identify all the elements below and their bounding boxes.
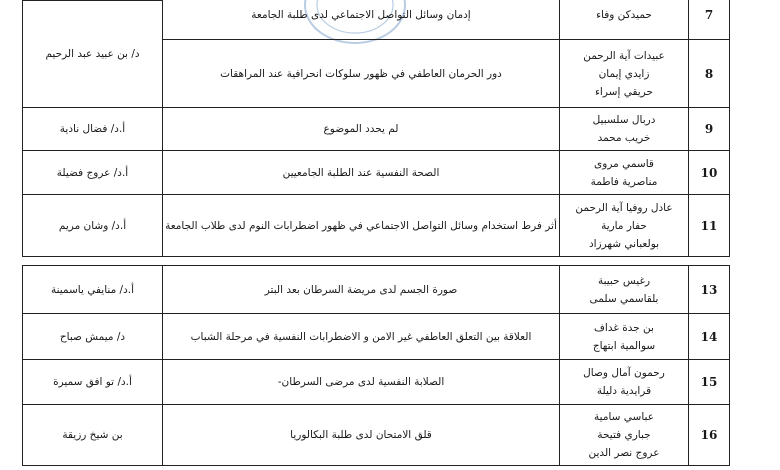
student-name: بن جدة غداف (594, 321, 654, 334)
supervisor: أ.د/ فضال نادية (59, 123, 126, 135)
row-number: 10 (700, 165, 718, 180)
topic: العلاقة بين التعلق العاطفي غير الامن و الاضطرابات النفسية في مرحلة الشباب (190, 330, 532, 343)
supervisor: أ.د/ عروج فضيلة (56, 166, 129, 179)
supervisor-cell (22, 265, 163, 314)
row-number: 8 (704, 66, 714, 81)
student-name: بولعباني شهرزاد (588, 237, 660, 250)
row-number: 7 (704, 8, 714, 22)
topic: قلق الامتحان لدى طلبة البكالوريا (290, 429, 432, 441)
row-number-cell (688, 194, 730, 257)
topic-cell (162, 107, 560, 151)
student-name: دربال سلسبيل (592, 114, 656, 126)
student-name: حميدكن وفاء (596, 9, 652, 21)
row-number: 13 (700, 282, 718, 297)
row-number: 9 (704, 122, 714, 136)
student-name: عروج نصر الدين (588, 447, 660, 459)
supervisor-cell (22, 313, 163, 360)
table-row (22, 194, 730, 257)
students-cell (559, 194, 689, 257)
student-name: عبيدات آية الرحمن (583, 49, 665, 62)
row-number-cell (688, 107, 730, 151)
supervisor: أ.د/ وشان مريم (58, 219, 127, 232)
topic-cell (162, 39, 560, 108)
topic-cell (162, 265, 560, 314)
students-cell (559, 313, 689, 360)
topic: الصحة النفسية عند الطلبة الجامعيين (282, 166, 440, 179)
topic: أثر فرط استخدام وسائل التواصل الاجتماعي في ظهور اضطرابات النوم لدى طلاب الجامعة (165, 219, 557, 232)
topic-cell (162, 150, 560, 195)
students-cell (559, 265, 689, 314)
supervisor: أ.د/ منايفي ياسمينة (50, 283, 135, 296)
row-number-cell (688, 150, 730, 195)
row-number: 14 (700, 329, 718, 344)
topic: دور الحرمان العاطفي في ظهور سلوكات انحرافية عند المراهقات (220, 67, 502, 80)
topic: إدمان وسائل التواصل الاجتماعي لدى طلبة الجامعة (251, 9, 471, 21)
student-name: عادل روفيا آية الرحمن (575, 201, 673, 214)
row-number-cell (688, 359, 730, 405)
supervisor-cell (22, 194, 163, 257)
student-name: مناصرية فاطمة (590, 175, 658, 188)
students-cell (559, 404, 689, 466)
students-cell (559, 0, 689, 40)
row-number-cell (688, 39, 730, 108)
supervisor-cell (22, 404, 163, 466)
table-row (22, 404, 730, 466)
shared-supervisor: د/ بن عبيد عبد الرحيم (45, 48, 140, 60)
student-name: عباسي سامية (594, 411, 654, 423)
supervisor-cell (22, 150, 163, 195)
table-row (22, 0, 730, 40)
row-number: 11 (700, 218, 718, 233)
table-row (22, 359, 730, 405)
topic: لم يحدد الموضوع (323, 123, 399, 135)
row-number: 16 (700, 428, 718, 442)
topic-cell (162, 313, 560, 360)
students-cell (559, 107, 689, 151)
student-name: حفار مارية (601, 219, 647, 232)
table-row (22, 313, 730, 360)
student-name: بلقاسمي سلمى (589, 292, 659, 305)
topic-cell (162, 404, 560, 466)
topic-cell (162, 194, 560, 257)
supervisor: د/ ميمش صباح (59, 330, 126, 343)
student-name: سوالمية ابتهاج (592, 339, 656, 352)
student-name: حريقي إسراء (595, 85, 653, 98)
topic: الصلابة النفسية لدى مرضى السرطان- (277, 376, 445, 388)
table-row (22, 265, 730, 314)
row-number-cell (688, 265, 730, 314)
row-number-cell (688, 404, 730, 466)
table-row (22, 39, 730, 108)
supervisor-cell (22, 359, 163, 405)
student-name: رحمون آمال وصال (583, 367, 665, 379)
row-number-cell (688, 313, 730, 360)
topic: صورة الجسم لدى مريضة السرطان بعد البتر (264, 283, 458, 296)
table-row (22, 107, 730, 151)
student-name: قرايدية دليلة (596, 385, 652, 397)
row-number-cell (688, 0, 730, 40)
supervisor: بن شيخ رزيقة (62, 429, 123, 441)
students-cell (559, 359, 689, 405)
topic-cell (162, 359, 560, 405)
supervisor: أ.د/ تو افق سميرة (53, 376, 132, 388)
row-number: 15 (700, 375, 718, 389)
students-cell (559, 39, 689, 108)
topic-cell (162, 0, 560, 40)
student-name: جباري فتيحة (597, 429, 651, 441)
student-name: رغيس حبيبة (597, 274, 651, 287)
student-name: زايدي إيمان (598, 67, 650, 80)
student-name: قاسمي مروى (594, 157, 654, 170)
students-cell (559, 150, 689, 195)
student-name: خريب محمد (597, 132, 651, 144)
supervisor-cell (22, 107, 163, 151)
table-row (22, 150, 730, 195)
